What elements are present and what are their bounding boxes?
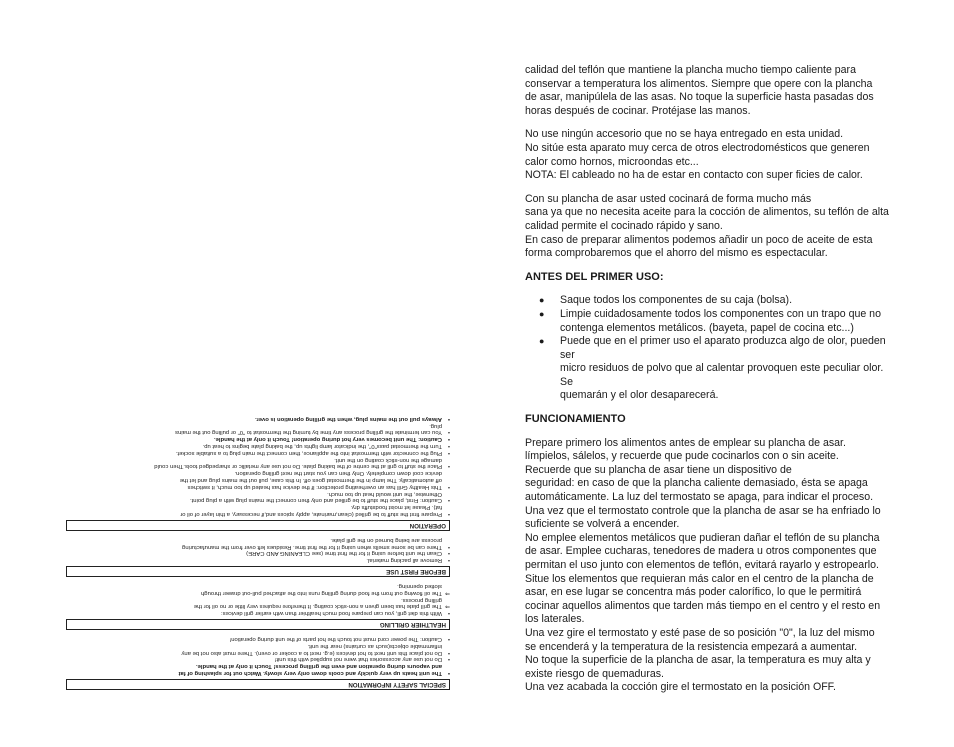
bullet-marker: ⇒ [445, 589, 450, 596]
paragraph-gap [525, 118, 897, 128]
text-line: There can be some smells when using it for the first time. Residues left over from the manufacturing [182, 543, 442, 550]
text-line: plug. [429, 422, 442, 429]
intro-paragraph [525, 193, 897, 261]
text-line: de asar, manipúlela de las asas. No toque la superficie hasta pasadas dos [525, 91, 874, 104]
section-heading-box: SPECIAL SAFETY INFORMATION [66, 679, 450, 690]
bullet-marker: • [447, 610, 450, 617]
instruction-row [66, 456, 450, 470]
text-line: You can terminate the grilling process any time by turning the thermostat to "0" or pulling out the mains [175, 429, 442, 436]
list-item [525, 308, 897, 335]
text-line: Caution: The power cord must not touch the hot parts of the unit during operation! [229, 636, 442, 643]
text-line: No emplee elementos metálicos que pudieran dañar el teflón de su plancha [525, 531, 880, 544]
instruction-row [66, 556, 450, 563]
instruction-row [66, 435, 450, 442]
instruction-row [66, 642, 450, 656]
text-line: forma comprobaremos que el ahorro del mismo es espectacular. [525, 247, 828, 260]
text-line: Otherwise, the unit would heat up too much. [327, 490, 442, 497]
text-line: Remove all packing material. [366, 557, 442, 564]
right-column [525, 64, 897, 695]
bullet-marker: • [447, 443, 450, 450]
instruction-row [66, 596, 450, 610]
text-line: Turn the thermostat pass"0", the indicator lamp lights up, the baking plate begins to heat up. [202, 443, 442, 450]
instruction-row [66, 662, 450, 676]
instruction-row [66, 550, 450, 557]
instruction-row [66, 449, 450, 456]
text-line: permitan el uso junto con elementos de teflón, evitará rayarlo y estropearlo. [525, 559, 879, 571]
intro-paragraphs [525, 64, 897, 271]
paragraph-gap [525, 183, 897, 193]
list-item [525, 335, 897, 403]
instruction-row [66, 656, 450, 663]
text-line: seguridad: en caso de que la plancha caliente demasiado, ésta se apaga [525, 477, 868, 490]
text-line: se encenderá y la temperatura de la resistencia empezará a aumentar. [525, 640, 858, 653]
text-line: Limpie cuidadosamente todos los componentes con un trapo que no [560, 307, 881, 320]
text-line: inflammable objects(such as curtains) near the unit. [307, 642, 442, 649]
bullet-marker: • [447, 543, 450, 550]
english-section [66, 415, 450, 531]
text-line: calor como hornos, microondas etc... [525, 155, 699, 168]
text-line: grilling process. [401, 596, 442, 603]
text-line: Una vez gire el termostato y esté pase de so posición "0", la luz del mismo [525, 626, 875, 639]
text-line: fat). Please let moist foodstuffs dry. [350, 504, 442, 511]
text-line: suficiente se volverá a encender. [525, 518, 680, 531]
text-line: No use ningún accesorio que no se haya entregado en esta unidad. [525, 128, 844, 141]
instruction-row [66, 536, 450, 550]
bullet-marker: • [447, 436, 450, 443]
text-line: los laterales. [525, 613, 585, 626]
text-line: Saque todos los componentes de su caja (bolsa). [560, 294, 793, 307]
text-line: The oil flowing out from the food during grilling runs into the attached pull-out drawer through [200, 589, 442, 596]
text-line: de asar. Emplee cucharas, tenedores de madera u otros componentes que [525, 545, 877, 558]
text-line: sana ya que no necesita aceite para la cocción de alimentos, su teflón de alta [525, 206, 889, 219]
instruction-row [66, 442, 450, 449]
text-line: This Healthy Grill has an overheating protection: If the device has heated up too much, it switches [187, 483, 442, 490]
text-line: and vapours during operation and even the grilling process! Touch it only at the handle. [195, 663, 442, 670]
bullet-marker: • [447, 656, 450, 663]
intro-paragraph [525, 64, 897, 118]
text-line: calidad permite el cocinado rápido y sano. [525, 219, 723, 232]
instruction-row [66, 635, 450, 642]
text-line: Always pull out the mains plug, when the grilling operation is over. [255, 415, 442, 422]
instruction-row [66, 490, 450, 504]
text-line: Recuerde que su plancha de asar tiene un dispositivo de [525, 463, 792, 476]
bullet-marker: • [447, 511, 450, 518]
left-column-upside-down [66, 320, 450, 690]
bullet-marker: • [447, 415, 450, 422]
text-line: With this diet grill, you can prepare food much healthier than with earlier grill devices: [220, 610, 442, 617]
english-section [66, 536, 450, 577]
antes-heading: ANTES DEL PRIMER USO: [525, 270, 664, 283]
bullet-marker: • [447, 497, 450, 504]
bullet-marker: • [447, 449, 450, 456]
text-line: contenga elementos metálicos. (bayeta, papel de cocina etc...) [560, 321, 854, 334]
text-line: Do not use any accessories that were not supplied with this unit! [274, 656, 442, 663]
text-line: Clean the unit before using it for the first time (see CLEANING AND CARE) [246, 550, 442, 557]
instruction-row [66, 503, 450, 517]
text-line: No toque la superficie de la plancha de asar, la temperatura es muy alta y [525, 654, 871, 667]
intro-paragraph [525, 128, 897, 182]
text-line: quemarán y el olor desaparecerá. [560, 389, 719, 402]
bullet-marker: ⇒ [445, 603, 450, 610]
text-line: Puede que en el primer uso el aparato produzca algo de olor, pueden ser [560, 335, 886, 361]
english-section [66, 635, 450, 690]
text-line: off automatically. The lamp in the thermostat goes off. In this case, pull out the mains plug and let the [179, 477, 442, 484]
text-line: Caution: The unit becomes very hot during operation! Touch it only at the handle. [214, 436, 442, 443]
paragraph-gap [525, 261, 897, 271]
text-line: Situe los elementos que requieran más calor en el centro de la plancha de [525, 572, 874, 585]
text-line: cocinar aquellos alimentos que tarden más tiempo en el centro y el resto en [525, 599, 881, 612]
text-line: No sitúe esta aparato muy cerca de otros electrodomésticos que generen [525, 141, 870, 154]
bullet-marker: • [447, 483, 450, 490]
text-line: process are being burned on the grill plate. [330, 536, 442, 543]
text-line: micro residuos de polvo que al calentar provoquen este peculiar olor. Se [560, 362, 884, 388]
text-line: conservar a temperatura los alimentos. Siempre que opere con la plancha [525, 77, 873, 90]
text-line: Caution: First, place the stuff to be grilled and only then connect the mains plug with a plug point. [189, 497, 442, 504]
text-line: Con su plancha de asar usted cocinará de forma mucho más [525, 192, 812, 205]
text-line: damage the non-stick coating on the unit. [334, 456, 442, 463]
text-line: existe riesgo de quemaduras. [525, 667, 664, 680]
antes-list [525, 294, 897, 403]
text-line: Prepare primero los alimentos antes de emplear su plancha de asar. [525, 436, 846, 449]
text-line: Place the stuff to grill at the centre of the baking plate. Do not use any metallic or sharpedged tools.Then could [154, 463, 442, 470]
instruction-row [66, 422, 450, 436]
text-line: automáticamente. La luz del termostato se apaga, para indicar el proceso. [525, 491, 874, 504]
section-heading-box: BEFORE FIRST USE [66, 566, 450, 577]
list-item [525, 294, 897, 308]
instruction-row [66, 415, 450, 422]
section-heading-box: HEALTHIER GRILLING [66, 619, 450, 630]
text-line: En caso de preparar alimentos podemos añadir un poco de aceite de esta [525, 233, 873, 246]
bullet-marker: • [447, 550, 450, 557]
bullet-marker: • [447, 429, 450, 436]
text-line: límpielos, sálelos, y recuerde que pude cocinarlos con o sin aceite. [525, 450, 839, 463]
text-line: horas después de cocinar. Protéjase las manos. [525, 104, 751, 117]
instruction-row [66, 582, 450, 596]
instruction-row [66, 609, 450, 616]
text-line: Una vez acabada la cocción gire el termostato en la posición OFF. [525, 681, 836, 694]
text-line: Plug the connector with thermostat into the appliance, then connect the main plug to a suitable socket. [175, 449, 442, 456]
text-line: Una vez que el termostato controle que la plancha de asar se ha enfriado lo [525, 504, 881, 517]
bullet-marker: • [447, 557, 450, 564]
text-line: The grill plate has been given a non-stick coating. It therefore requires very little or no oil for the [193, 603, 442, 610]
text-line: device cool down completely. Only then can you start the next grilling operation. [234, 470, 442, 477]
bullet-marker: • [447, 463, 450, 470]
text-line: Do not place this unit next to hot devices (e.g. next to a cooker or oven). There must also not be any [181, 649, 442, 656]
english-section [66, 582, 450, 630]
text-line: The unit heats up very quickly and cools down only very slowly. Watch out for splashing of fat [178, 670, 442, 676]
text-line: NOTA: El cableado no ha de estar en contacto con super ficies de calor. [525, 169, 863, 182]
text-line: slotted openning. [397, 583, 442, 590]
bullet-marker: • [447, 649, 450, 656]
funcionamiento-text [525, 437, 897, 695]
text-line: Prepare first the stuff to be grilled (clean,marinate, apply spices and,if necessary, a thin layer of oil or [180, 511, 442, 518]
bullet-marker: • [447, 670, 450, 676]
text-line: asar, en ese lugar se concentra más poder calorífico, lo que le permitirá [525, 586, 862, 599]
section-heading-box: OPERATION [66, 520, 450, 531]
instruction-row [66, 469, 450, 489]
text-line: calidad del teflón que mantiene la plancha mucho tiempo caliente para [525, 64, 856, 76]
funcionamiento-heading: FUNCIONAMIENTO [525, 413, 626, 426]
bullet-marker: • [447, 636, 450, 643]
